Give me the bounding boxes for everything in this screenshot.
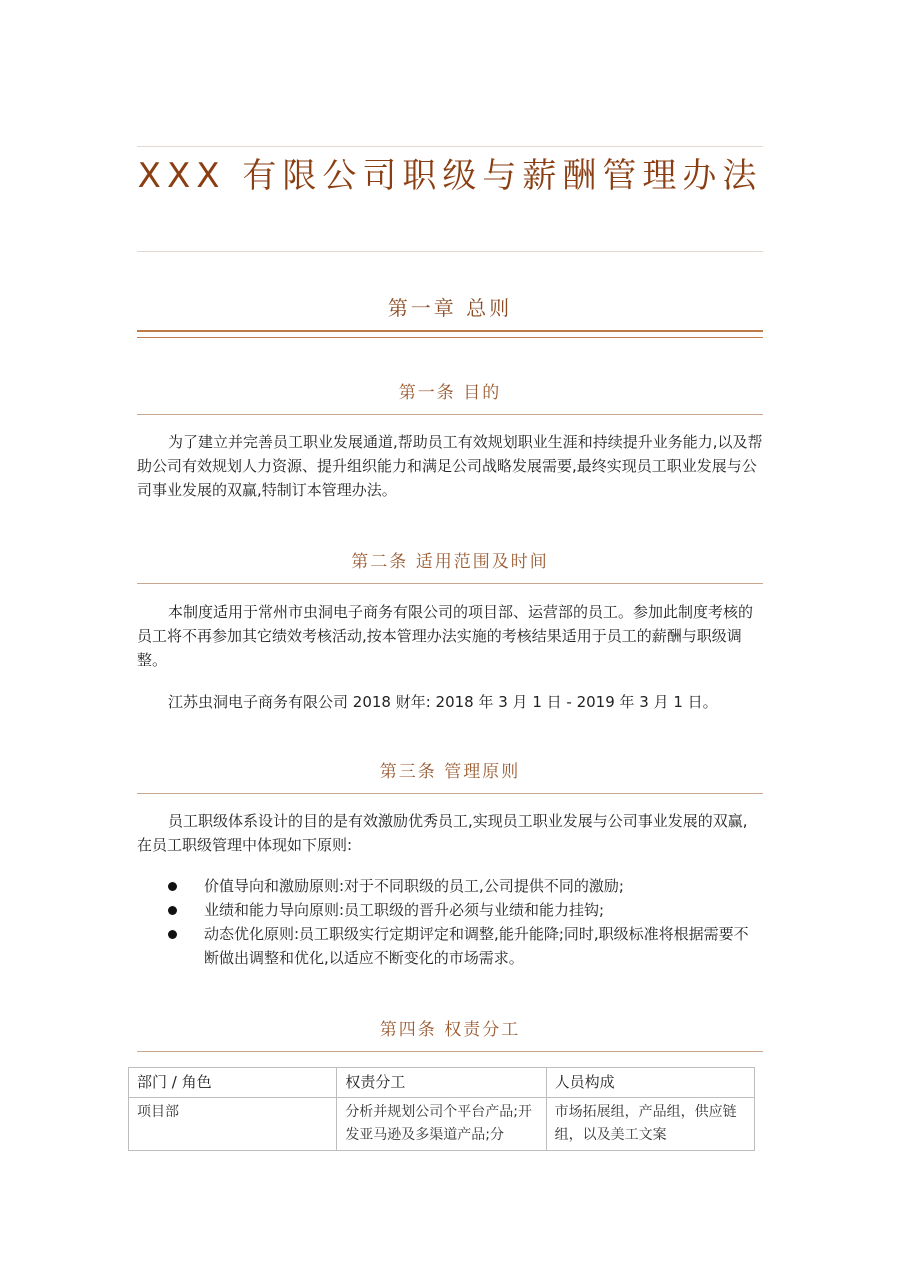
section-heading-principles: 第三条 管理原则 <box>379 762 521 782</box>
chapter-rule <box>137 330 763 338</box>
section-heading-purpose: 第一条 目的 <box>398 383 502 403</box>
title-top-rule <box>137 146 763 147</box>
cell-text: 市场拓展组，产品组，供应链组，以及美工文案 <box>554 1104 737 1143</box>
column-header: 人员构成 <box>546 1068 754 1098</box>
table-cell <box>129 1098 337 1151</box>
paragraph: 为了建立并完善员工职业发展通道,帮助员工有效规划职业生涯和持续提升业务能力,以及帮助公司有效规划人力资源、提升组织能力和满足公司战略发展需要,最终实现员工职业发展与公司事业发展的双赢,特制订本管理办法。 <box>137 433 763 499</box>
table-row <box>129 1098 755 1151</box>
chapter-heading: 第一章 总则 <box>387 296 513 320</box>
section-heading-scope: 第二条 适用范围及时间 <box>351 552 549 572</box>
section-rule <box>137 414 763 415</box>
section-heading-responsibilities: 第四条 权责分工 <box>379 1020 521 1040</box>
paragraph: 员工职级体系设计的目的是有效激励优秀员工,实现员工职业发展与公司事业发展的双赢, 在员工职级管理中体现如下原则: <box>137 812 748 854</box>
responsibility-table <box>128 1067 755 1151</box>
cell-text: 分析并规划公司个平台产品;开发亚马逊及多渠道产品;分 <box>345 1104 533 1143</box>
table-cell <box>546 1098 754 1151</box>
title-bottom-rule <box>137 251 763 252</box>
paragraph-fiscal-year: 江苏虫洞电子商务有限公司 2018 财年: 2018 年 3 月 1 日 - 2019 年 3 月 1 日。 <box>168 693 718 711</box>
cell-text: 项目部 <box>137 1104 179 1120</box>
section-rule <box>137 793 763 794</box>
principles-list <box>137 874 763 970</box>
column-header: 权责分工 <box>337 1068 546 1098</box>
section-rule <box>137 1051 763 1052</box>
table-cell <box>337 1098 546 1151</box>
column-header: 部门 / 角色 <box>129 1068 337 1098</box>
paragraph: 本制度适用于常州市虫洞电子商务有限公司的项目部、运营部的员工。参加此制度考核的员工将不再参加其它绩效考核活动,按本管理办法实施的考核结果适用于员工的薪酬与职级调整。 <box>137 603 754 669</box>
list-item <box>137 874 763 898</box>
list-item-text: 业绩和能力导向原则:员工职级的晋升必须与业绩和能力挂钩; <box>204 901 605 919</box>
bullet-icon <box>168 906 177 915</box>
list-item-text: 价值导向和激励原则:对于不同职级的员工,公司提供不同的激励; <box>204 877 624 895</box>
bullet-icon <box>168 882 177 891</box>
list-item-text: 动态优化原则:员工职级实行定期评定和调整,能升能降;同时,职级标准将根据需要不断做出调整和优化,以适应不断变化的市场需求。 <box>204 925 749 967</box>
table-header-row <box>129 1068 755 1098</box>
list-item <box>137 898 763 922</box>
section-rule <box>137 583 763 584</box>
bullet-icon <box>168 930 177 939</box>
list-item <box>137 922 763 970</box>
document-title: XXX 有限公司职级与薪酬管理办法 <box>137 156 763 196</box>
